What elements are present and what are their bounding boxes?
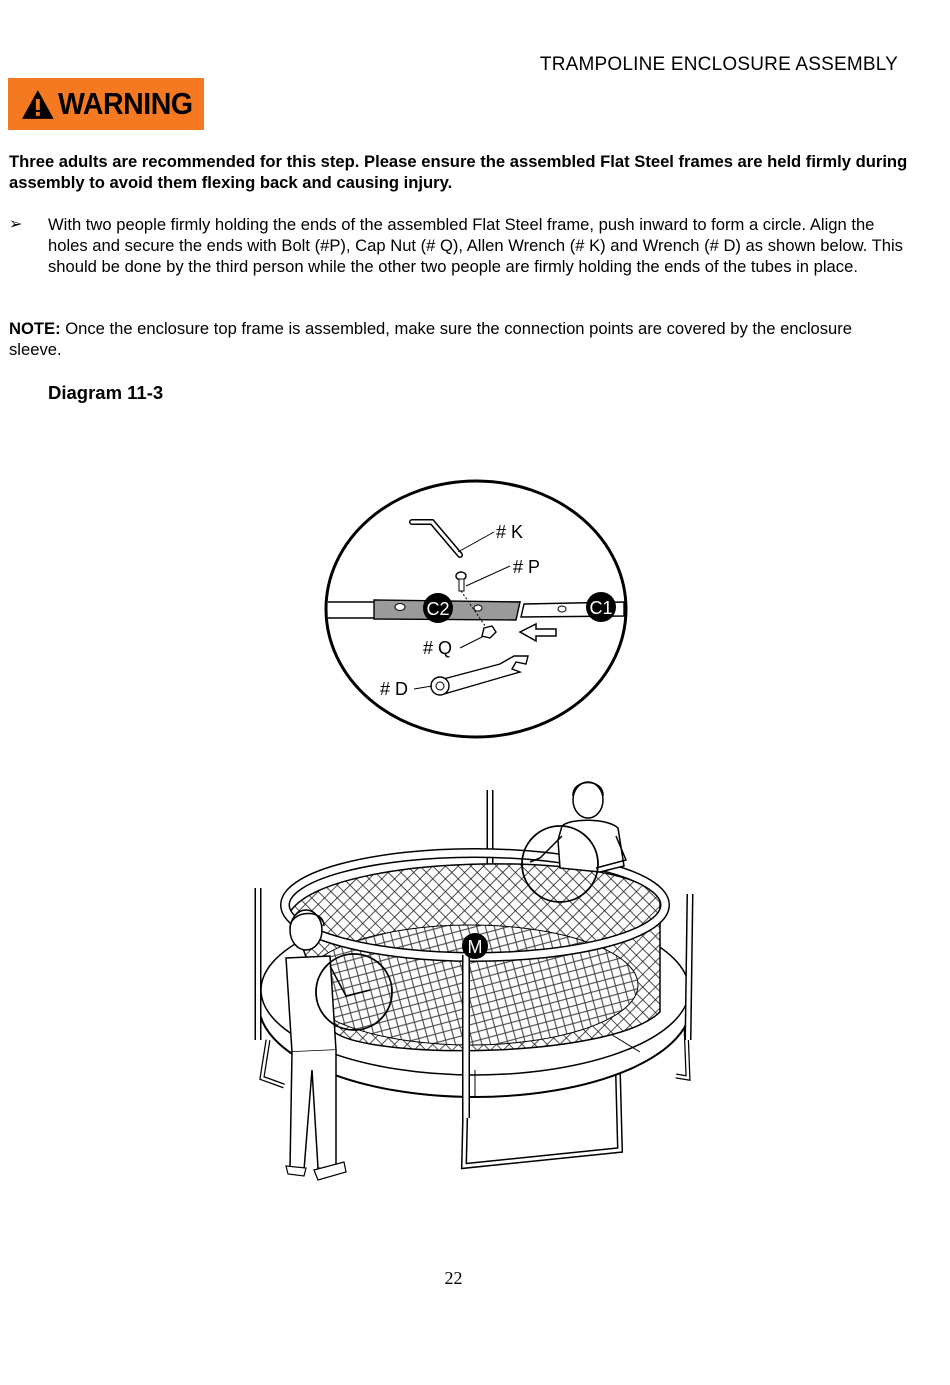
- warning-label: WARNING: [57, 86, 193, 121]
- trampoline-illustration: [258, 782, 691, 1180]
- instruction-paragraph: With two people firmly holding the ends of the assembled Flat Steel frame, push inward to form a circle. Align the holes and secure the ends with Bolt (#P), Cap Nut (# Q), Allen Wrench (# K) and Wrench (# D) as shown below. This should be done by the third person while the other two people are firmly holding the ends of the tubes in place.: [48, 215, 903, 276]
- badge-c1: C1: [589, 598, 613, 618]
- label-bolt: # P: [513, 557, 541, 577]
- note-text: Once the enclosure top frame is assembled, make sure the connection points are covered by the enclosure sleeve.: [9, 319, 853, 359]
- page-header-title: TRAMPOLINE ENCLOSURE ASSEMBLY: [539, 54, 898, 75]
- label-cap-nut: # Q: [423, 638, 453, 658]
- note-label: NOTE:: [9, 319, 61, 338]
- bullet-arrow-icon: ➢: [9, 216, 23, 233]
- warning-paragraph: Three adults are recommended for this step. Please ensure the assembled Flat Steel frames are held firmly during assembly to avoid them flexing back and causing injury.: [9, 152, 908, 192]
- badge-m: M: [467, 937, 483, 957]
- page-number: 22: [444, 1268, 463, 1288]
- badge-c2: C2: [426, 599, 450, 619]
- label-allen-wrench: # K: [496, 522, 524, 542]
- label-wrench: # D: [380, 679, 409, 699]
- detail-callout: [326, 481, 626, 737]
- diagram-title: Diagram 11-3: [48, 382, 164, 403]
